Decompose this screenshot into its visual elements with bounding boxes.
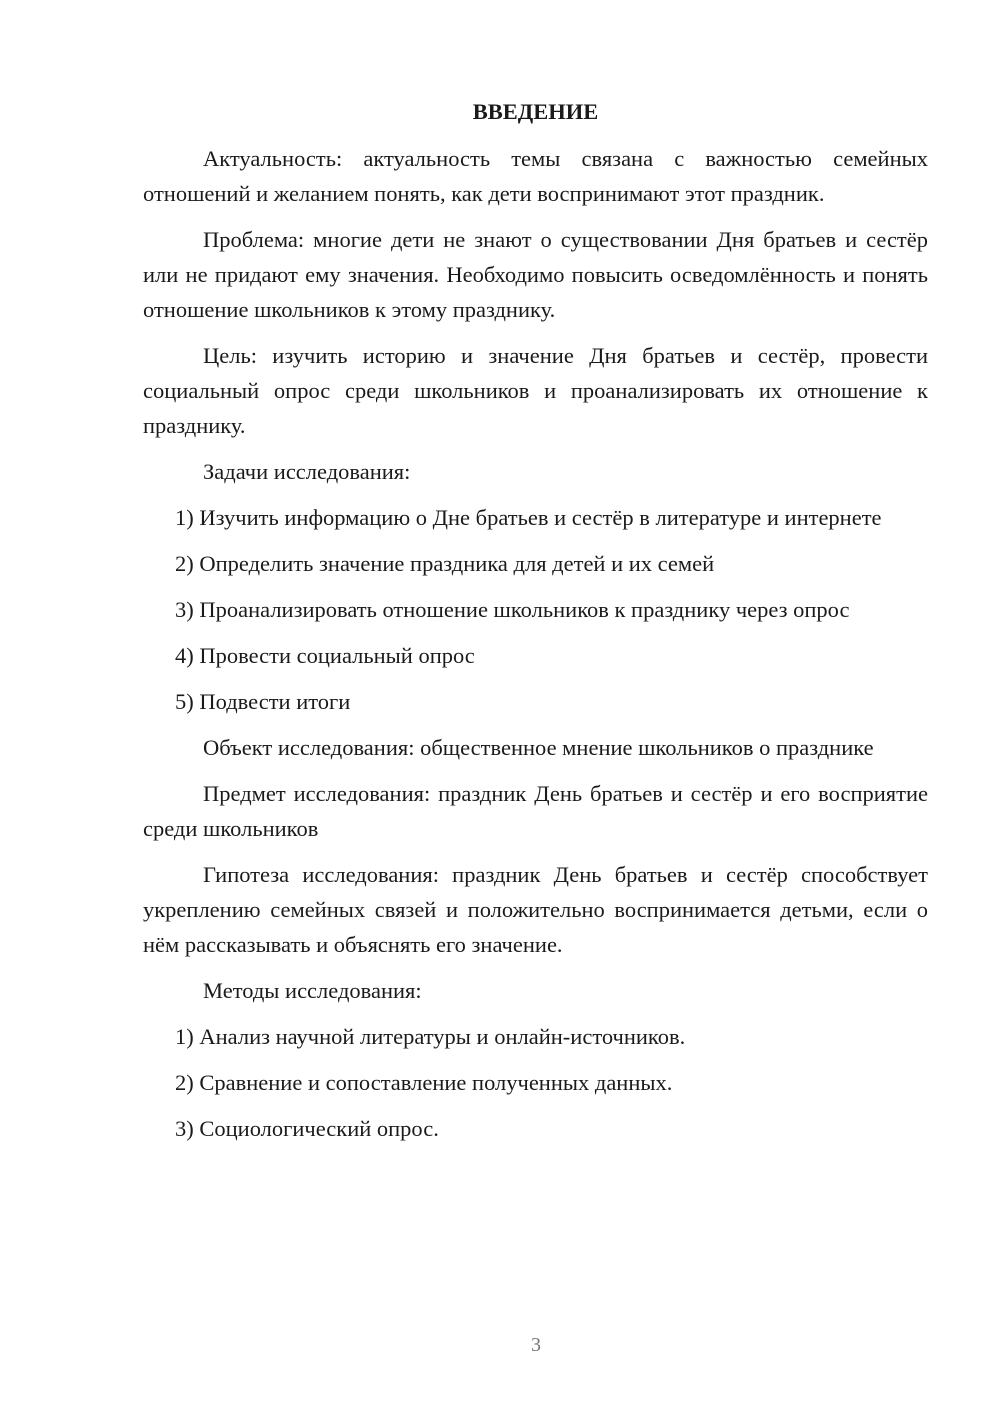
paragraph-object: Объект исследования: общественное мнение школьников о празднике — [203, 735, 874, 760]
paragraph-goal: Цель: изучить историю и значение Дня братьев и сестёр, провести социальный опрос среди школьников и проанализировать их отношение к празднику. — [143, 343, 928, 438]
list-item-task-4: 4) Провести социальный опрос — [175, 643, 475, 668]
list-item-task-5: 5) Подвести итоги — [175, 689, 351, 714]
list-item-method-1: 1) Анализ научной литературы и онлайн-источников. — [175, 1024, 686, 1049]
section-title: ВВЕДЕНИЕ — [472, 99, 599, 124]
paragraph-methods-heading: Методы исследования: — [203, 978, 422, 1003]
page-number: 3 — [531, 1334, 541, 1356]
list-item-method-2: 2) Сравнение и сопоставление полученных данных. — [175, 1070, 673, 1095]
paragraph-hypothesis: Гипотеза исследования: праздник День братьев и сестёр способствует укреплению семейных связей и положительно воспринимается детьми, если о нём рассказывать и объяснять его значение. — [143, 862, 928, 957]
paragraph-subject: Предмет исследования: праздник День братьев и сестёр и его восприятие среди школьников — [143, 781, 928, 841]
paragraph-problem: Проблема: многие дети не знают о существовании Дня братьев и сестёр или не придают ему значения. Необходимо повысить осведомлённость и понять отношение школьников к этому празднику. — [143, 227, 928, 322]
paragraph-tasks-heading: Задачи исследования: — [203, 459, 411, 484]
list-item-task-2: 2) Определить значение праздника для детей и их семей — [175, 551, 715, 576]
list-item-method-3: 3) Социологический опрос. — [175, 1116, 439, 1141]
page-content — [143, 94, 928, 1157]
list-item-task-3: 3) Проанализировать отношение школьников к празднику через опрос — [175, 597, 850, 622]
list-item-task-1: 1) Изучить информацию о Дне братьев и сестёр в литературе и интернете — [175, 505, 882, 530]
paragraph-relevance: Актуальность: актуальность темы связана с важностью семейных отношений и желанием понять, как дети воспринимают этот праздник. — [143, 146, 928, 206]
